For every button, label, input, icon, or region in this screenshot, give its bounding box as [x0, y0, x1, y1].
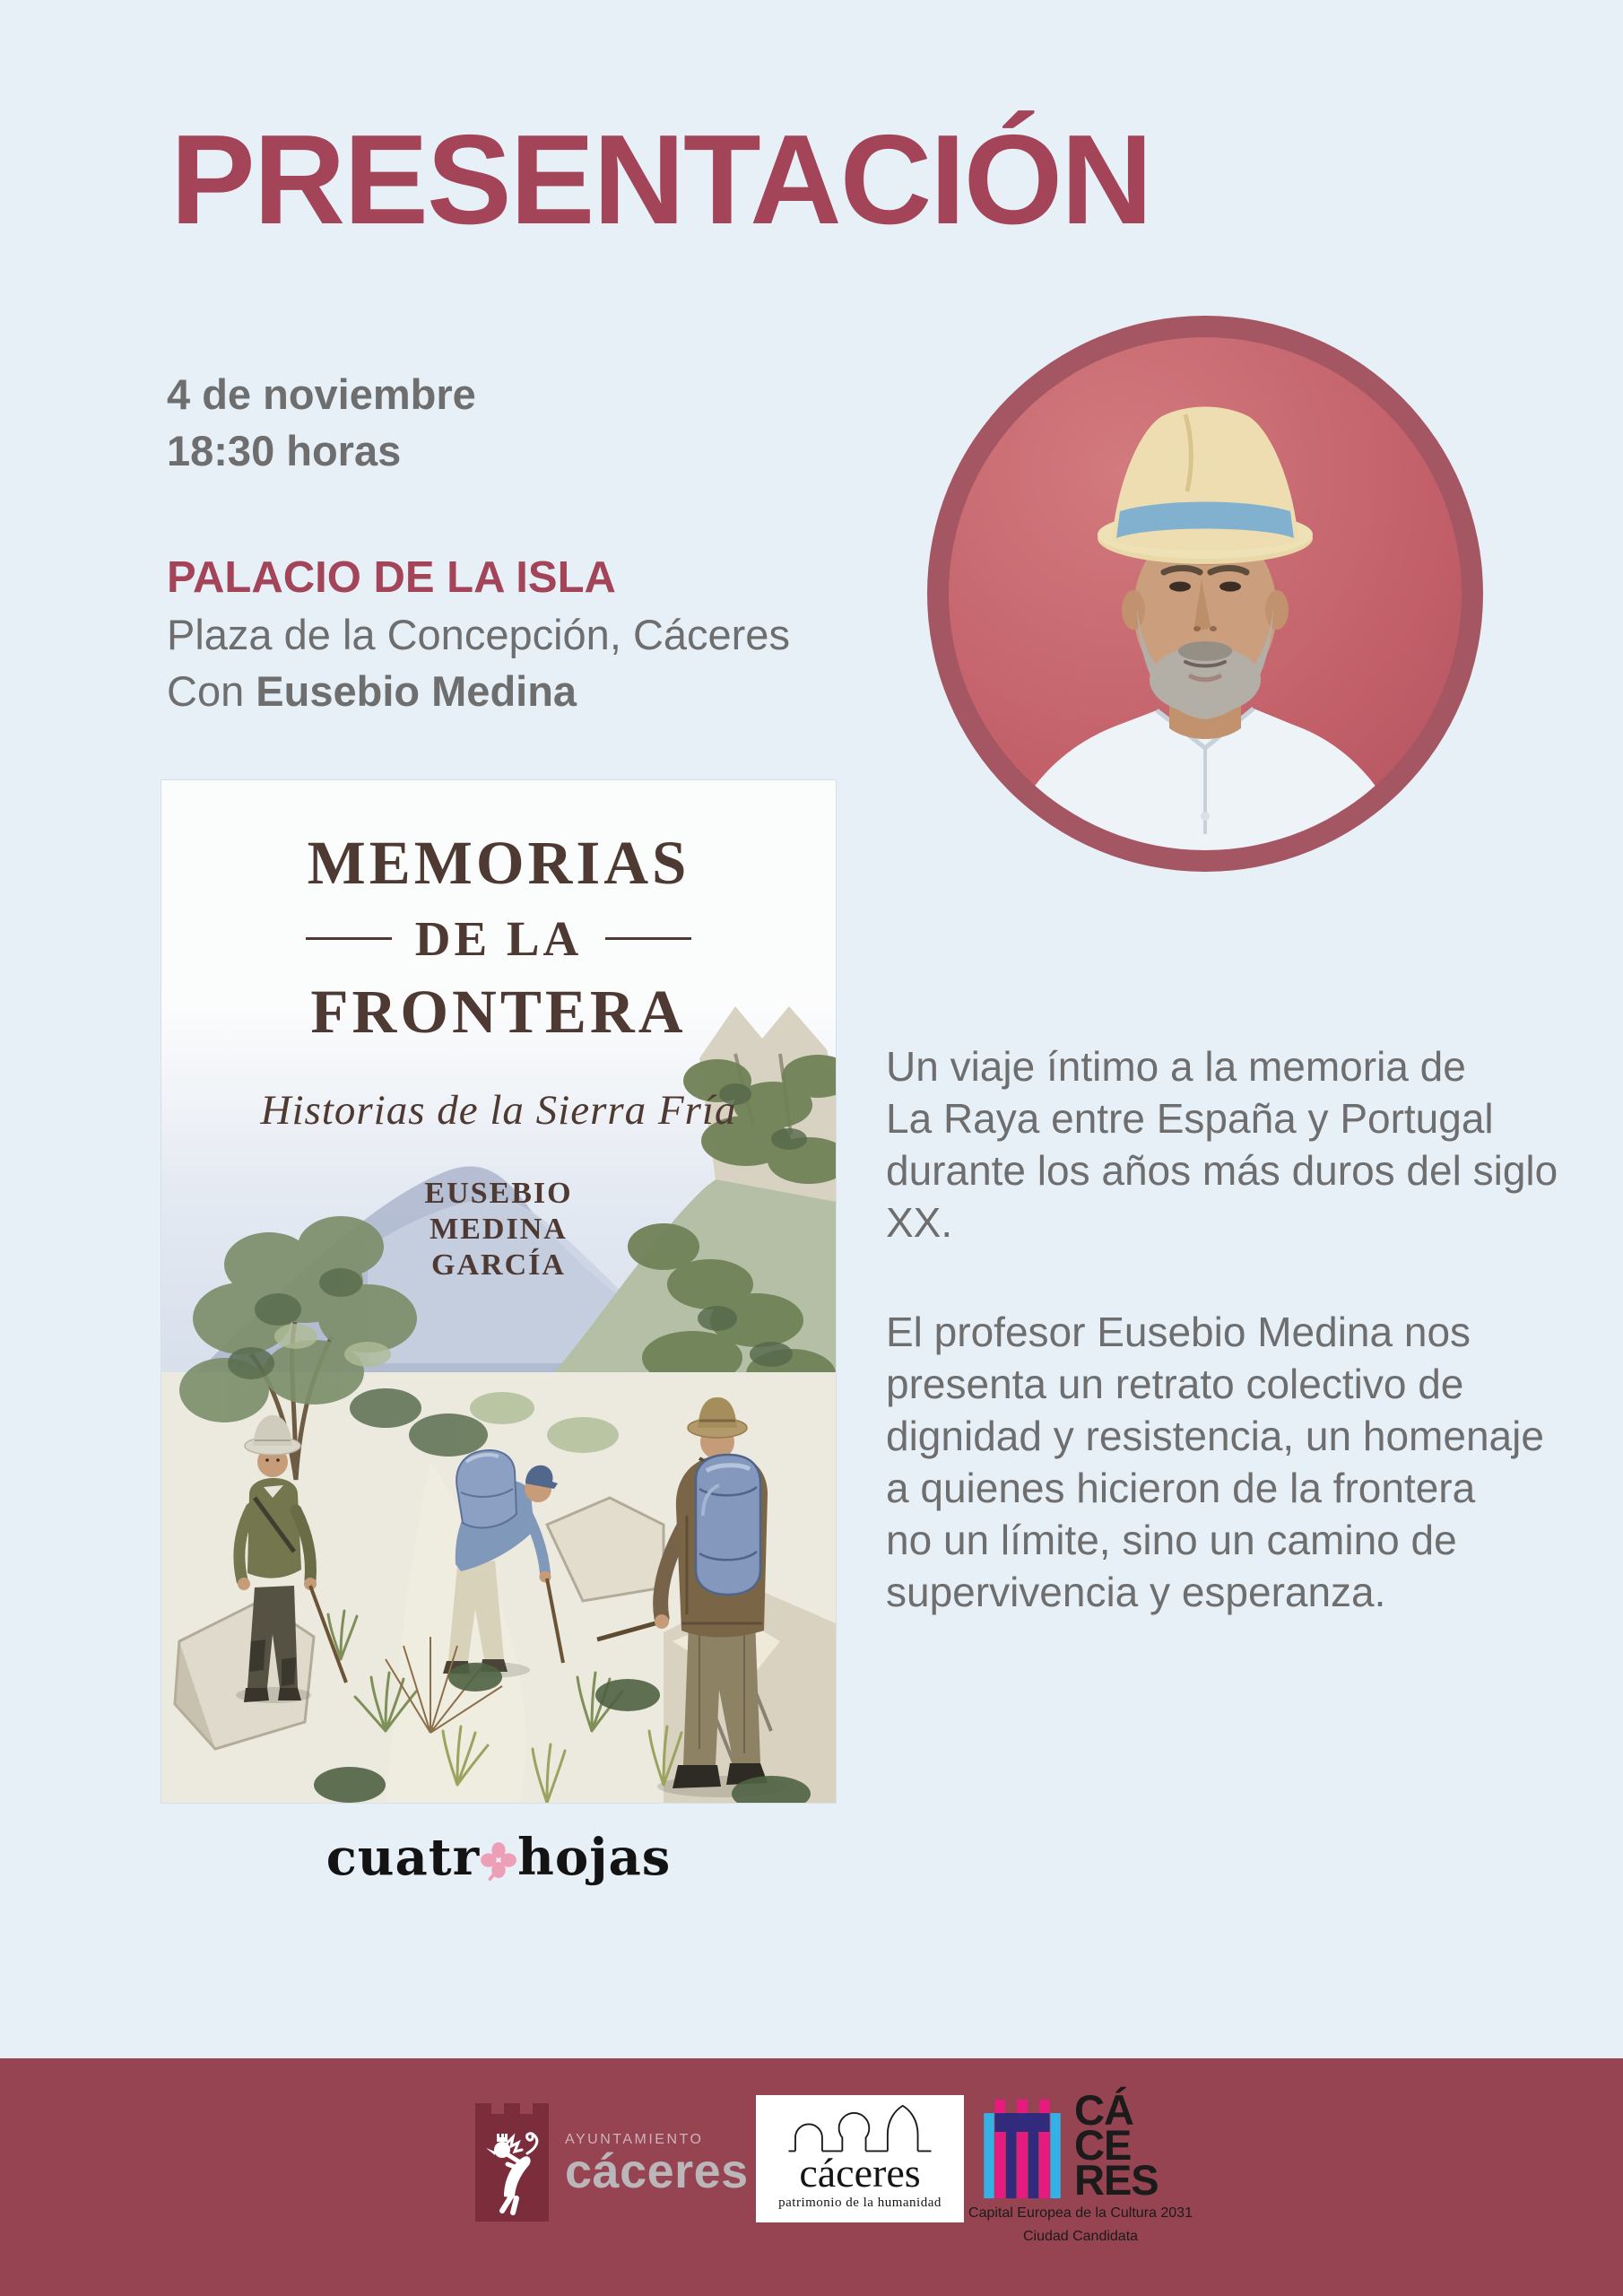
capital-word: [1074, 2086, 1159, 2204]
right-rule: [605, 937, 691, 940]
description-paragraph-2: [886, 1306, 1558, 1618]
speaker-name: Eusebio Medina: [256, 667, 577, 715]
description-line: Un viaje íntimo a la memoria de: [886, 1043, 1466, 1090]
page-title: PRESENTACIÓN: [170, 109, 1151, 251]
clover-icon: [478, 1839, 519, 1881]
capital-line3: RES: [1074, 2156, 1159, 2204]
book-title-line3: FRONTERA: [310, 978, 687, 1046]
description-line: a quienes hicieron de la frontera: [886, 1465, 1476, 1511]
description-line: no un límite, sino un camino de: [886, 1517, 1457, 1563]
unesco-name: cáceres: [799, 2150, 921, 2196]
book-author: [161, 1176, 836, 1283]
event-info: [167, 366, 790, 719]
author-line2: MEDINA: [430, 1213, 568, 1246]
book-cover-text: [161, 780, 836, 1283]
stripes-castle-icon: [983, 2098, 1062, 2200]
footer-bar: [0, 2058, 1623, 2296]
description-line: XX.: [886, 1199, 953, 1246]
book-description: [886, 1040, 1558, 1618]
lion-tower-icon: [475, 2103, 549, 2222]
portrait-photo-svg: [925, 314, 1485, 874]
book-subtitle: Historias de la Sierra Fría: [260, 1087, 737, 1134]
capital-caption2: Ciudad Candidata: [1022, 2229, 1139, 2244]
description-line: dignidad y resistencia, un homenaje: [886, 1413, 1544, 1459]
ayuntamiento-line1: AYUNTAMIENTO: [565, 2132, 704, 2147]
author-line1: EUSEBIO: [424, 1177, 573, 1210]
event-date: 4 de noviembre: [167, 370, 476, 418]
author-line3: GARCÍA: [431, 1248, 566, 1282]
description-line: presenta un retrato colectivo de: [886, 1361, 1464, 1407]
portrait-photo: [925, 314, 1485, 874]
event-address: Plaza de la Concepción, Cáceres: [167, 611, 790, 658]
capital-caption1: Capital Europea de la Cultura 2031: [968, 2205, 1193, 2221]
description-line: La Raya entre España y Portugal: [886, 1095, 1494, 1142]
unesco-subtitle: patrimonio de la humanidad: [778, 2196, 942, 2210]
ayuntamiento-text: [565, 2132, 749, 2198]
event-speaker: [167, 663, 790, 719]
book-title-line2-row: [161, 911, 836, 966]
publisher-part1: cuatr: [325, 1828, 481, 1887]
book-title-line2: DE LA: [414, 911, 583, 966]
capital-line2: CE: [1074, 2121, 1132, 2169]
capital-line1: CÁ: [1074, 2086, 1133, 2134]
description-line: supervivencia y esperanza.: [886, 1569, 1386, 1615]
unesco-logo: [756, 2095, 964, 2222]
left-rule: [306, 937, 392, 940]
description-line: El profesor Eusebio Medina nos: [886, 1309, 1471, 1355]
arches-icon: [784, 2104, 936, 2156]
publisher-part2: hojas: [517, 1828, 672, 1887]
ayuntamiento-line2: cáceres: [565, 2144, 749, 2198]
description-line: durante los años más duros del siglo: [886, 1147, 1558, 1194]
publisher-logo: [161, 1828, 836, 1887]
event-time: 18:30 horas: [167, 427, 402, 474]
description-paragraph-1: [886, 1040, 1558, 1248]
speaker-prefix: Con: [167, 667, 256, 715]
event-venue: PALACIO DE LA ISLA: [167, 553, 616, 602]
book-title-line1: MEMORIAS: [307, 829, 690, 897]
book-cover: [161, 780, 836, 1803]
